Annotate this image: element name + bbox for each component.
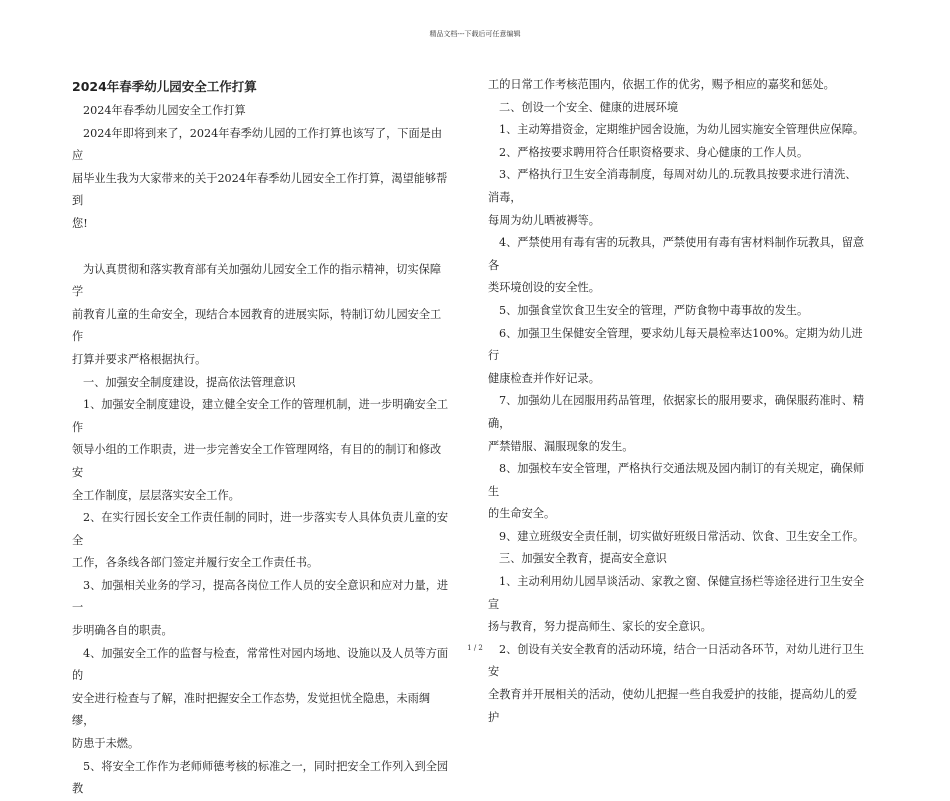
body-line: 5、加强食堂饮食卫生安全的管理，严防食物中毒事故的发生。 bbox=[499, 303, 809, 317]
body-line: 扬与教育，努力提高师生、家长的安全意识。 bbox=[488, 620, 712, 634]
body-line: 工的日常工作考核范围内，依据工作的优劣，赐予相应的嘉奖和惩处。 bbox=[488, 78, 835, 91]
section-heading: 二、创设一个安全、健康的进展环境 bbox=[499, 100, 679, 114]
body-line: 步明确各自的职责。 bbox=[72, 624, 173, 638]
body-line: 防患于未燃。 bbox=[72, 737, 140, 751]
body-line: 健康检查并作好记录。 bbox=[488, 371, 600, 385]
body-line: 的生命安全。 bbox=[488, 507, 556, 521]
body-line: 2、在实行园长安全工作责任制的同时，进一步落实专人具体负责儿童的安全 bbox=[72, 511, 449, 547]
body-line: 安全进行检查与了解，准时把握安全工作态势，发觉担忧全隐患，未雨绸缪， bbox=[72, 691, 431, 728]
page-header: 精品文档---下载后可任意编辑 bbox=[429, 30, 521, 38]
section-heading: 三、加强安全教育，提高安全意识 bbox=[499, 552, 667, 566]
document-title: 2024年春季幼儿园安全工作打算 bbox=[72, 79, 257, 94]
body-line: 严禁错服、漏服现象的发生。 bbox=[488, 439, 634, 453]
subtitle: 2024年春季幼儿园安全工作打算 bbox=[83, 104, 246, 117]
body-line: 1、主动利用幼儿园旱谈活动、家教之窗、保健宣扬栏等途径进行卫生安全宣 bbox=[488, 575, 865, 611]
body-line: 9、建立班级安全责任制，切实做好班级日常活动、饮食、卫生安全工作。 bbox=[499, 529, 865, 543]
body-line: 3、加强相关业务的学习，提高各岗位工作人员的安全意识和应对力量，进一 bbox=[72, 578, 449, 615]
body-line: 2、严格按要求聘用符合任职资格要求、身心健康的工作人员。 bbox=[499, 145, 809, 159]
right-column bbox=[488, 74, 866, 729]
body-line: 为认真贯彻和落实教育部有关加强幼儿园安全工作的指示精神，切实保障学 bbox=[72, 262, 442, 299]
intro-line: 您! bbox=[72, 216, 88, 230]
intro-line: 届毕业生我为大家带来的关于2024年春季幼儿园安全工作打算，渴望能够帮到 bbox=[72, 171, 448, 208]
body-line: 类环境创设的安全性。 bbox=[488, 281, 600, 295]
body-line: 全教育并开展相关的活动，使幼儿把握一些自我爱护的技能，提高幼儿的爱护 bbox=[488, 688, 858, 724]
body-line: 打算并要求严格根据执行。 bbox=[72, 352, 207, 366]
page-number: 1 / 2 bbox=[467, 644, 483, 652]
body-line: 7、加强幼儿在园服用药品管理，依据家长的服用要求，确保服药准时、精确， bbox=[488, 394, 865, 430]
body-line: 5、将安全工作作为老师师德考核的标准之一，同时把安全工作列入到全园教 bbox=[72, 759, 449, 796]
body-line: 1、加强安全制度建设，建立健全安全工作的管理机制，进一步明确安全工作 bbox=[72, 398, 449, 434]
body-line: 全工作制度，层层落实安全工作。 bbox=[72, 488, 240, 502]
body-line: 领导小组的工作职责，进一步完善安全工作管理网络，有目的的制订和修改安 bbox=[72, 443, 442, 479]
body-line: 3、严格执行卫生安全消毒制度，每周对幼儿的.玩教具按要求进行清洗、消毒， bbox=[488, 168, 857, 204]
body-line: 1、主动筹措资金，定期维护园舍设施，为幼儿园实施安全管理供应保障。 bbox=[499, 123, 865, 137]
body-line: 每周为幼儿晒被褥等。 bbox=[488, 213, 600, 227]
intro-line: 2024年即将到来了，2024年春季幼儿园的工作打算也该写了，下面是由应 bbox=[72, 126, 443, 163]
body-line: 工作，各条线各部门签定并履行安全工作责任书。 bbox=[72, 556, 319, 570]
body-line: 6、加强卫生保健安全管理，要求幼儿每天晨检率达100%。定期为幼儿进行 bbox=[488, 326, 863, 363]
body-line: 4、加强安全工作的监督与检查，常常性对园内场地、设施以及人员等方面的 bbox=[72, 646, 449, 683]
section-heading: 一、加强安全制度建设，提高依法管理意识 bbox=[83, 375, 296, 389]
body-line: 前教育儿童的生命安全，现结合本园教育的进展实际，特制订幼儿园安全工作 bbox=[72, 307, 442, 344]
body-line: 8、加强校车安全管理，严格执行交通法规及园内制订的有关规定，确保师生 bbox=[488, 462, 865, 498]
body-line: 2、创设有关安全教育的活动环境，结合一日活动各环节，对幼儿进行卫生安 bbox=[488, 642, 865, 679]
body-line: 4、严禁使用有毒有害的玩教具，严禁使用有毒有害材料制作玩教具，留意各 bbox=[488, 236, 865, 272]
paragraph-gap bbox=[72, 236, 450, 259]
left-column bbox=[72, 74, 450, 801]
